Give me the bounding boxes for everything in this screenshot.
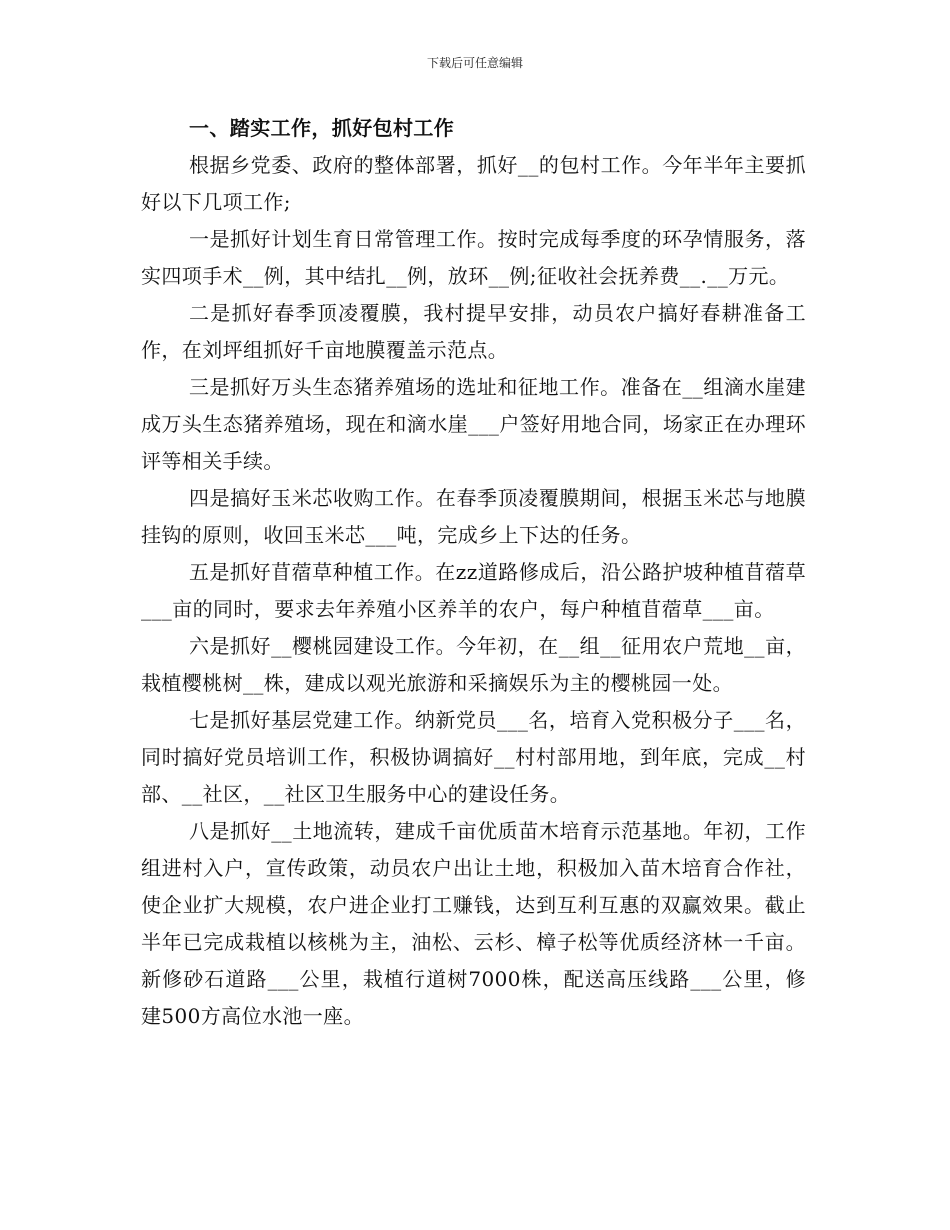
section-heading: 一、踏实工作，抓好包村工作 (189, 116, 455, 140)
paragraph-item-2: 二是抓好春季顶凌覆膜，我村提早安排，动员农户搞好春耕准备工作，在刘坪组抓好千亩地膜覆盖示范点。 (141, 301, 806, 362)
paragraph-item-5: 五是抓好苜蓿草种植工作。在zz道路修成后，沿公路护坡种植苜蓿草___亩的同时，要求去年养殖小区养羊的农户，每户种植苜蓿草___亩。 (141, 560, 806, 621)
paragraph-item-3: 三是抓好万头生态猪养殖场的选址和征地工作。准备在__组滴水崖建成万头生态猪养殖场，现在和滴水崖___户签好用地合同，场家正在办理环评等相关手续。 (141, 375, 806, 473)
paragraph-intro: 根据乡党委、政府的整体部署，抓好__的包村工作。今年半年主要抓好以下几项工作; (141, 153, 806, 214)
paragraph-item-6: 六是抓好__樱桃园建设工作。今年初，在__组__征用农户荒地__亩，栽植樱桃树__株，建成以观光旅游和采摘娱乐为主的樱桃园一处。 (141, 634, 806, 695)
document-body (141, 110, 806, 1035)
paragraph-item-4: 四是搞好玉米芯收购工作。在春季顶凌覆膜期间，根据玉米芯与地膜挂钩的原则，收回玉米芯___吨，完成乡上下达的任务。 (141, 486, 806, 547)
paragraph-item-1: 一是抓好计划生育日常管理工作。按时完成每季度的环孕情服务，落实四项手术__例，其中结扎__例，放环__例;征收社会抚养费__.__万元。 (141, 227, 806, 288)
page-header: 下载后可任意编辑 (426, 56, 523, 70)
paragraph-item-8: 八是抓好__土地流转，建成千亩优质苗木培育示范基地。年初，工作组进村入户，宣传政策，动员农户出让土地，积极加入苗木培育合作社，使企业扩大规模，农户进企业打工赚钱，达到互利互惠的双赢效果。截止半年已完成栽植以核桃为主，油松、云杉、樟子松等优质经济林一千亩。新修砂石道路___公里，栽植行道树7000株，配送高压线路___公里，修建500方高位水池一座。 (141, 819, 806, 1028)
paragraph-item-7: 七是抓好基层党建工作。纳新党员___名，培育入党积极分子___名，同时搞好党员培训工作，积极协调搞好__村村部用地，到年底，完成__村部、__社区，__社区卫生服务中心的建设任务。 (141, 708, 806, 806)
